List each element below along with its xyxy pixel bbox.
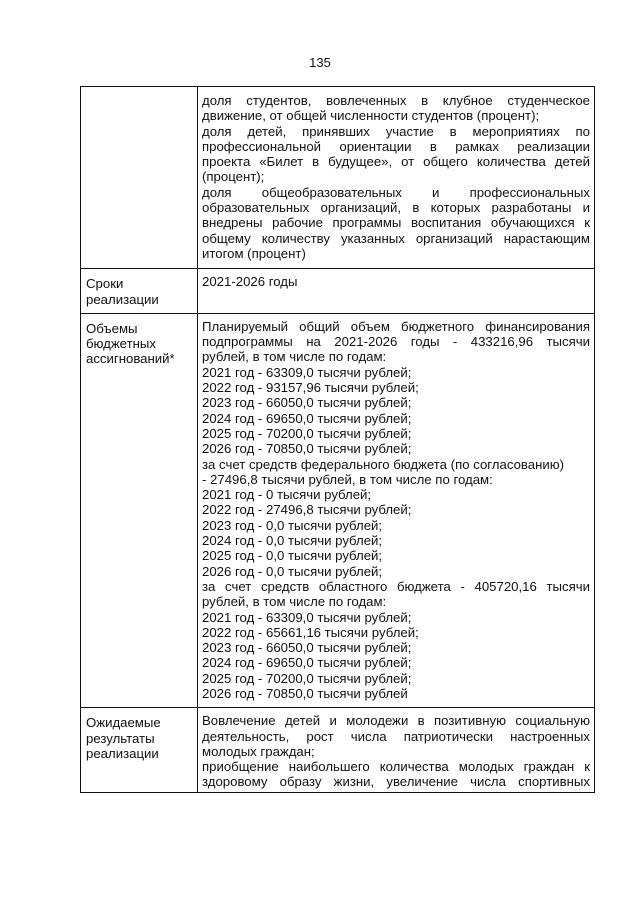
row-label-line: реализации xyxy=(86,745,159,761)
content-line: - 27496,8 тысячи рублей, в том числе по годам: xyxy=(202,471,493,487)
row-label-line: Объемы xyxy=(86,320,138,336)
content-line: деятельность, рост числа патриотически настроенных xyxy=(202,728,590,744)
row-label-line: Ожидаемые xyxy=(86,715,161,731)
content-line: Вовлечение детей и молодежи в позитивную социальную xyxy=(202,713,590,729)
table-body xyxy=(81,87,595,793)
content-line: доля детей, принявших участие в мероприятиях по xyxy=(202,123,590,139)
row-content-cell xyxy=(198,269,595,314)
content-line: здоровому образу жизни, увеличение числа спортивных xyxy=(202,774,590,790)
subprogram-passport-table xyxy=(80,86,595,793)
content-line: 2021-2026 годы xyxy=(202,274,298,290)
content-line: 2022 год - 65661,16 тысячи рублей; xyxy=(202,624,419,640)
table-row-budget xyxy=(81,313,595,707)
content-line: 2024 год - 69650,0 тысячи рублей; xyxy=(202,655,412,671)
row-label-line: реализации xyxy=(86,291,159,307)
content-line: 2024 год - 69650,0 тысячи рублей; xyxy=(202,410,412,426)
row-label-line: результаты xyxy=(86,730,155,746)
content-line: рублей, в том числе по годам: xyxy=(202,594,387,610)
content-line: общему количеству указанных организаций нарастающим xyxy=(202,230,590,246)
row-content-cell xyxy=(198,313,595,707)
content-line: 2022 год - 93157,96 тысячи рублей; xyxy=(202,380,419,396)
content-line: 2023 год - 66050,0 тысячи рублей; xyxy=(202,640,412,656)
content-line: профессиональной ориентации в рамках реализации xyxy=(202,138,590,154)
row-label-line: бюджетных xyxy=(86,336,156,352)
content-line: 2022 год - 27496,8 тысячи рублей; xyxy=(202,502,412,518)
row-label-cell xyxy=(81,87,198,269)
row-content-cell xyxy=(198,87,595,269)
content-line: 2025 год - 0,0 тысячи рублей; xyxy=(202,548,383,564)
content-line: 2021 год - 0 тысячи рублей; xyxy=(202,487,372,503)
row-content-cell xyxy=(198,708,595,792)
content-line: итогом (процент) xyxy=(202,245,306,261)
row-label-line: Сроки xyxy=(86,276,124,292)
content-line: Планируемый общий объем бюджетного финансирования xyxy=(202,318,590,334)
content-line: 2025 год - 70200,0 тысячи рублей; xyxy=(202,425,412,441)
content-line: 2026 год - 0,0 тысячи рублей; xyxy=(202,563,383,579)
row-label-cell xyxy=(81,269,198,314)
row-label-cell xyxy=(81,708,198,792)
content-line: 2025 год - 70200,0 тысячи рублей; xyxy=(202,670,412,686)
content-line: образовательных организаций, в которых разработаны и xyxy=(202,200,590,216)
row-label-cell xyxy=(81,313,198,707)
content-line: молодых граждан; xyxy=(202,743,315,759)
table-row-timeframe xyxy=(81,269,595,314)
page-number: 135 xyxy=(309,55,331,70)
content-line: доля студентов, вовлеченных в клубное студенческое xyxy=(202,93,590,108)
content-line: 2026 год - 70850,0 тысячи рублей; xyxy=(202,441,412,457)
content-line: движение, от общей численности студентов (процент); xyxy=(202,108,540,124)
content-line: 2024 год - 0,0 тысячи рублей; xyxy=(202,533,383,549)
content-line: рублей, в том числе по годам: xyxy=(202,349,387,365)
content-line: 2026 год - 70850,0 тысячи рублей xyxy=(202,685,408,701)
table-row-expected-results xyxy=(81,708,595,792)
content-line: доля общеобразовательных и профессиональных xyxy=(202,184,590,200)
content-line: за счет средств областного бюджета - 405720,16 тысячи xyxy=(202,578,590,594)
content-line: 2023 год - 66050,0 тысячи рублей; xyxy=(202,395,412,411)
content-line: 2021 год - 63309,0 тысячи рублей; xyxy=(202,364,412,380)
table-row-indicators xyxy=(81,87,595,269)
content-line: 2023 год - 0,0 тысячи рублей; xyxy=(202,517,383,533)
content-line: приобщение наибольшего количества молодых граждан к xyxy=(202,759,590,775)
content-line: (процент); xyxy=(202,169,265,185)
row-label-line: ассигнований* xyxy=(86,351,175,367)
content-line: внедрены рабочие программы воспитания обучающихся к xyxy=(202,215,590,231)
content-line: проекта «Билет в будущее», от общего количества детей xyxy=(202,154,590,170)
content-line: за счет средств федерального бюджета (по согласованию) xyxy=(202,456,565,472)
content-line: подпрограммы на 2021-2026 годы - 433216,96 тысячи xyxy=(202,334,590,350)
content-line: 2021 год - 63309,0 тысячи рублей; xyxy=(202,609,412,625)
